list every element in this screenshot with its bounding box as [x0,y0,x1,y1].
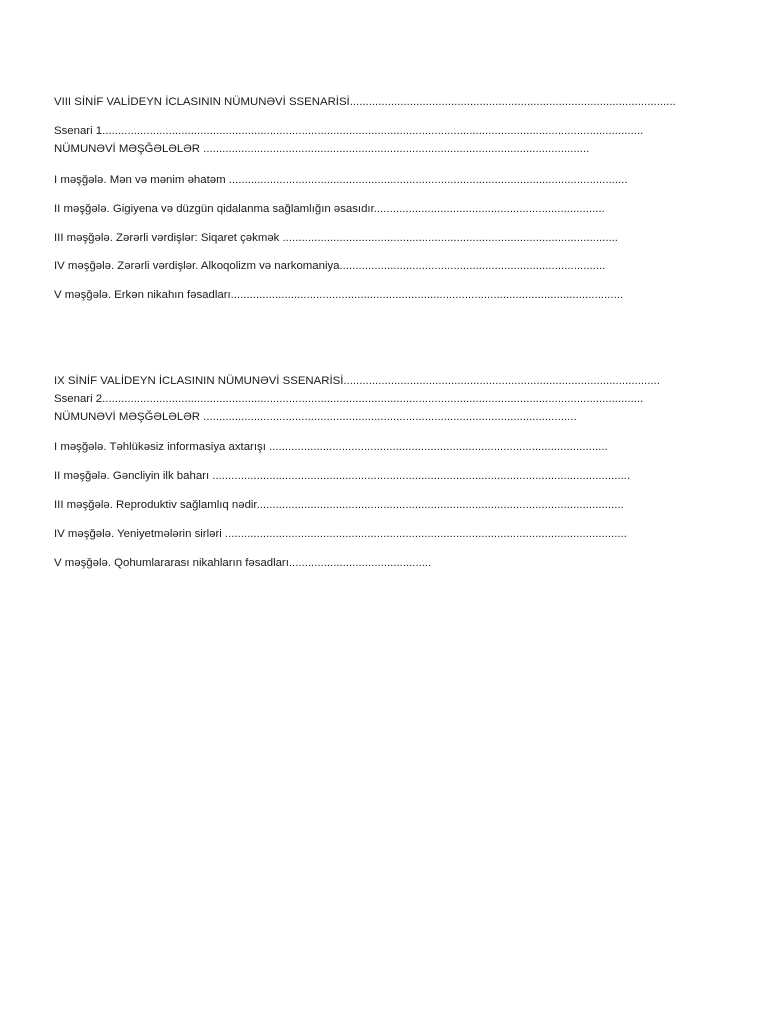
section2-item-4: IV məşğələ. Yeniyetmələrin sirləri ............................................................................................................................... [54,528,627,540]
section1-item-5: V məşğələ. Erkən nikahın fəsadları............................................................................................................................ [54,289,624,301]
section2-subtitle: NÜMUNƏVİ MƏŞĞƏLƏLƏR ...................................................................................................................... [54,411,577,423]
section2-title: IX SİNİF VALİDEYN İCLASININ NÜMUNƏVİ SSENARİSİ.................................................................................................... [54,375,660,387]
section2-item-2: II məşğələ. Gəncliyin ilk baharı .................................................................................................................................... [54,470,631,482]
section1-subtitle: NÜMUNƏVİ MƏŞĞƏLƏLƏR .......................................................................................................................... [54,143,590,155]
section2-item-1: I məşğələ. Təhlükəsiz informasiya axtarışı ........................................................................................................... [54,441,608,453]
section2-item-5: V məşğələ. Qohumlararası nikahların fəsadları............................................. [54,557,432,569]
section1-title: VIII SİNİF VALİDEYN İCLASININ NÜMUNƏVİ SSENARİSİ....................................................................................................... [54,96,676,108]
section1-scenario: Ssenari 1........................................................................................................................................................................... [54,125,644,137]
section1-item-4: IV məşğələ. Zərərli vərdişlər. Alkoqolizm və narkomaniya.................................................................................... [54,260,606,272]
section1-item-2: II məşğələ. Gigiyena və düzgün qidalanma sağlamlığın əsasıdır......................................................................... [54,203,605,215]
section2-scenario: Ssenari 2........................................................................................................................................................................... [54,393,644,405]
section2-item-3: III məşğələ. Reproduktiv sağlamlıq nədir.................................................................................................................... [54,499,624,511]
section1-item-3: III məşğələ. Zərərli vərdişlər: Siqaret çəkmək .......................................................................................................... [54,232,618,244]
section1-item-1: I məşğələ. Mən və mənim əhatəm .............................................................................................................................. [54,174,628,186]
